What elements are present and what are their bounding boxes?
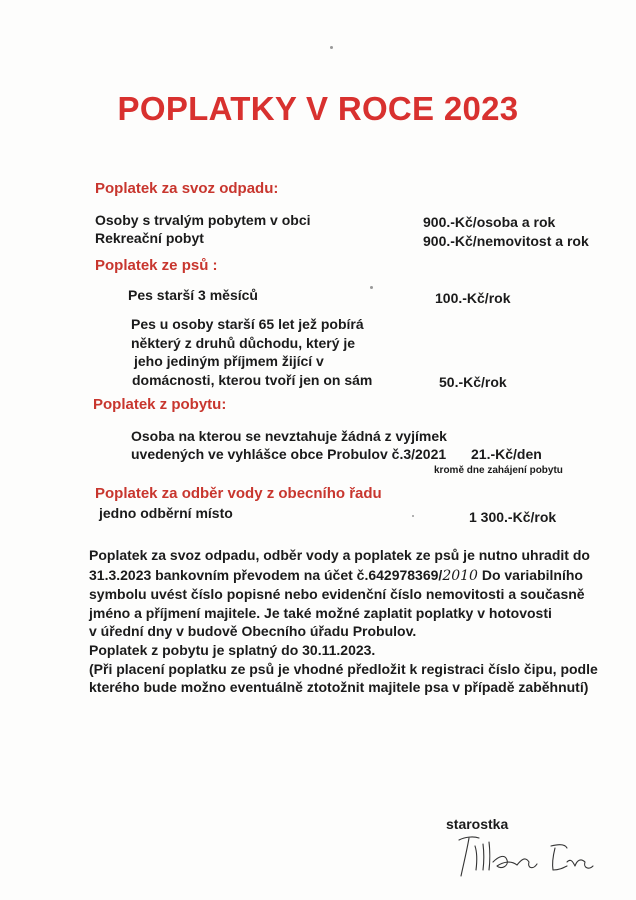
psi-row-price: 100.-Kč/rok <box>435 290 511 306</box>
info-line: symbolu uvést číslo popisné nebo evidenční číslo nemovitosti a současně <box>89 586 585 602</box>
info-line: Poplatek z pobytu je splatný do 30.11.2023. <box>89 642 376 658</box>
odpad-row-price: 900.-Kč/osoba a rok <box>423 214 556 230</box>
info-line: kterého bude možno eventuálně ztotožnit majitele psa v případě zaběhnutí) <box>89 679 589 695</box>
psi-row-line: Pes u osoby starší 65 let jež pobírá <box>131 316 364 332</box>
info-line <box>89 566 583 586</box>
pobyt-note: kromě dne zahájení pobytu <box>434 465 563 476</box>
psi-row-line: některý z druhů důchodu, který je <box>131 335 356 351</box>
info-line: v úřední dny v budově Obecního úřadu Probulov. <box>89 623 417 639</box>
scan-speck <box>370 286 373 289</box>
scan-speck <box>330 46 333 49</box>
pobyt-price: 21.-Kč/den <box>471 446 542 462</box>
pobyt-line: uvedených ve vyhlášce obce Probulov č.3/2021 <box>131 446 447 462</box>
scan-speck <box>412 515 414 517</box>
voda-label: jedno odběrní místo <box>99 505 233 521</box>
odpad-row-label: Osoby s trvalým pobytem v obci <box>95 212 311 228</box>
section-heading-voda: Poplatek za odběr vody z obecního řadu <box>95 485 382 502</box>
info-line-tail: Do variabilního <box>477 567 583 583</box>
psi-row-line: domácnosti, kterou tvoří jen on sám <box>132 372 373 388</box>
signature-image <box>455 832 595 882</box>
voda-price: 1 300.-Kč/rok <box>469 509 557 525</box>
info-line: (Při placení poplatku ze psů je vhodné předložit k registraci číslo čipu, podle <box>89 661 598 677</box>
odpad-row-label: Rekreační pobyt <box>95 230 204 246</box>
pobyt-line: Osoba na kterou se nevztahuje žádná z vyjímek <box>131 428 447 444</box>
signatory-role: starostka <box>446 816 509 832</box>
section-heading-odpad: Poplatek za svoz odpadu: <box>95 180 279 197</box>
page-title: POPLATKY V ROCE 2023 <box>117 90 519 127</box>
info-line: Poplatek za svoz odpadu, odběr vody a poplatek ze psů je nutno uhradit do <box>89 547 590 563</box>
psi-row-price: 50.-Kč/rok <box>439 374 507 390</box>
info-line: jméno a příjmení majitele. Je také možné zaplatit poplatky v hotovosti <box>89 605 552 621</box>
bank-code-handwritten: 2010 <box>442 568 478 584</box>
psi-row-line: jeho jediným příjmem žijící v <box>134 353 324 369</box>
psi-row-label: Pes starší 3 měsíců <box>128 287 258 303</box>
section-heading-pobyt: Poplatek z pobytu: <box>93 396 227 413</box>
info-line-account: 31.3.2023 bankovním převodem na účet č.642978369/ <box>89 567 443 583</box>
odpad-row-price: 900.-Kč/nemovitost a rok <box>423 233 589 249</box>
section-heading-psi: Poplatek ze psů : <box>95 257 218 274</box>
